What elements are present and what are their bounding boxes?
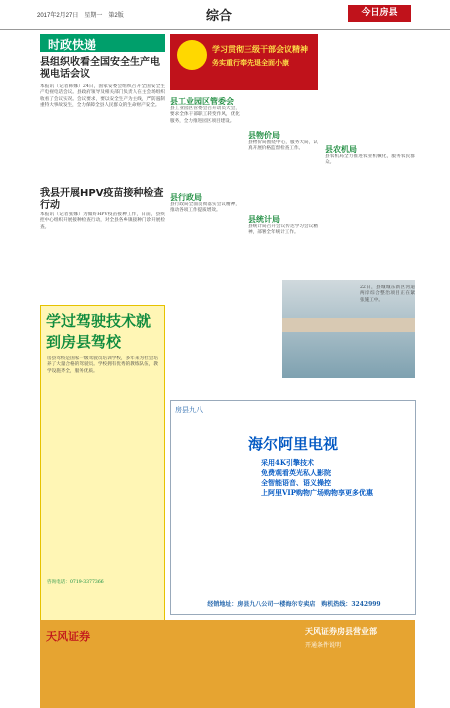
- section-heading: 县统计局: [248, 215, 280, 224]
- photo-caption: 22日，县城城东新区河道两岸综合整治项目正在紧张施工中。: [360, 285, 415, 303]
- ad-slogan: 天风证券房县营业部: [305, 626, 377, 636]
- securities-ad: [40, 620, 415, 708]
- ad-features: [261, 458, 415, 498]
- story-title: 我县开展HPV疫苗接种检查行动: [40, 188, 164, 211]
- story-title: 县组织收看全国安全生产电视电话会议: [40, 57, 160, 80]
- driving-school-ad: [40, 305, 165, 659]
- ad-footer: 经销地址：房县九八公司一楼海尔专卖店 购机热线：3242999: [207, 601, 381, 608]
- ad-title: 海尔阿里电视: [247, 435, 338, 453]
- section-heading: 县行政局: [170, 193, 202, 202]
- ad-sponsor: 房县九八: [175, 406, 203, 414]
- section-body: 县行政局全面贯彻落实会议精神，推动各项工作提质增效。: [170, 202, 240, 214]
- feature-line: 采用4K引擎技术: [261, 458, 314, 467]
- section-body: 县统计局召开会议传达学习会议精神，部署全年统计工作。: [248, 224, 318, 236]
- ad-title: 学过驾驶技术就到房县驾校: [46, 312, 152, 351]
- section-heading: 县农机局: [325, 145, 357, 154]
- section-body: 县农机局全力推进农业机械化，服务农民群众。: [325, 154, 415, 166]
- section-heading: 县工业园区管委会: [170, 97, 234, 106]
- newspaper-logo: 今日房县: [348, 5, 411, 22]
- ad-body: 房县驾校是国家一级驾驶员培训学校，多年来为社会培养了大量合格的驾驶员。学校拥有优秀的教练队伍，教学设施齐全，服务优质。: [47, 356, 158, 374]
- feature-line: 免费观看英光私人影院: [261, 468, 331, 477]
- brand-name: 天风证券: [46, 630, 90, 643]
- feature-line: 上阿里VIP购物广场购物享更多优惠: [261, 488, 373, 497]
- issue-date: 2017年2月27日 星期一 第2版: [37, 13, 124, 19]
- party-emblem-icon: [177, 40, 207, 70]
- section-body: 县工业园区管委会召开动员大会，要求全体干部职工转变作风，优化服务，全力推进园区项目建设。: [170, 106, 240, 124]
- section-title: 综合: [206, 9, 233, 24]
- page-header: [0, 0, 450, 30]
- tv-ad: [170, 400, 416, 615]
- section-body: 县物价局围绕中心，服务大局，认真开展价格监督检查工作。: [248, 140, 318, 152]
- ad-subtitle: 开通条件说明: [305, 642, 342, 649]
- ad-phone: 咨询电话：0719-3377366: [47, 580, 104, 585]
- section-heading: 县物价局: [248, 131, 280, 140]
- feature-line: 全智能语音、语义操控: [261, 478, 331, 487]
- party-subtitle: 务实重行奉先退全面小康: [212, 58, 289, 67]
- party-title: 学习贯彻三级干部会议精神: [212, 44, 308, 54]
- story-body: 本报讯（记者张娜）为做好HPV疫苗接种工作，日前，县疾控中心组织开展接种检查行动，对全县各乡镇接种门诊开展检查。: [40, 212, 165, 230]
- column-banner: 时政快递: [40, 34, 165, 52]
- story-body: 本报讯（记者韩娜）24日，国家安委会组织召开全国安全生产电视电话会议。县政府领导及相关部门负责人在主会场组织收看了会议实况。会议要求，要以安全生产为主线，严防遏制重特大事故发生，全力保障全县人民群众的生命财产安全。: [40, 84, 165, 109]
- party-banner: [170, 34, 318, 90]
